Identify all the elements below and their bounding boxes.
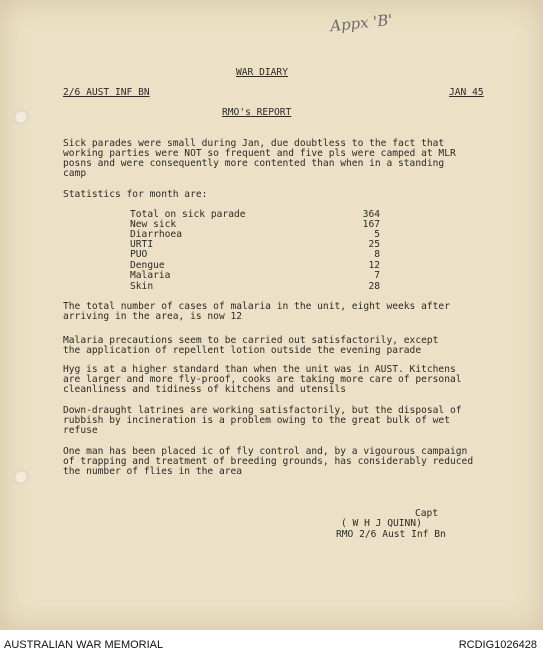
punch-hole [14, 110, 28, 124]
stat-value: 28 [368, 281, 380, 292]
text-line: posns and were consequently more contented than when in a standing [63, 158, 445, 169]
unit-heading: 2/6 AUST INF BN [63, 87, 150, 98]
stat-row [130, 271, 380, 281]
stat-value: 7 [374, 270, 380, 281]
stat-value: 8 [374, 249, 380, 260]
punch-hole [14, 470, 28, 484]
archive-source: AUSTRALIAN WAR MEMORIAL [4, 639, 164, 651]
diary-title: WAR DIARY [236, 67, 288, 78]
archive-reference: RCDIG1026428 [458, 639, 537, 651]
precautions-paragraph [63, 336, 503, 356]
hygiene-paragraph [63, 365, 503, 395]
text-line: Malaria precautions seem to be carried out satisfactorily, except [63, 335, 439, 346]
stat-label: URTI [130, 239, 154, 250]
flies-paragraph [63, 447, 503, 477]
malaria-total-paragraph [63, 302, 503, 322]
stat-label: Dengue [130, 260, 165, 271]
stat-label: Total on sick parade [130, 209, 246, 220]
text-line: cleanliness and tidiness of kitchens and utensils [63, 384, 347, 395]
text-line: refuse [63, 425, 98, 436]
stat-row [130, 250, 380, 260]
stat-label: Malaria [130, 270, 171, 281]
stat-label: Diarrhoea [130, 229, 182, 240]
stat-label: PUO [130, 249, 148, 260]
stat-row [130, 282, 380, 292]
latrines-paragraph [63, 406, 503, 436]
stat-value: 5 [374, 229, 380, 240]
text-line: The total number of cases of malaria in the unit, eight weeks after [63, 301, 450, 312]
stats-intro: Statistics for month are: [63, 189, 208, 200]
stat-value: 25 [368, 239, 380, 250]
stat-row [130, 240, 380, 250]
stat-label: Skin [130, 281, 154, 292]
signature-position: RMO 2/6 Aust Inf Bn [336, 529, 446, 540]
stat-row [130, 230, 380, 240]
text-line: the application of repellent lotion outside the evening parade [63, 345, 422, 356]
intro-paragraph [63, 139, 503, 179]
date-heading: JAN 45 [449, 87, 484, 98]
archive-footer [0, 630, 543, 654]
stat-value: 364 [362, 209, 380, 220]
text-line: Hyg is at a higher standard than when the unit was in AUST. Kitchens [63, 364, 456, 375]
stat-label: New sick [130, 219, 177, 230]
text-line: the number of flies in the area [63, 466, 243, 477]
stat-value: 167 [362, 219, 380, 230]
signature-name: ( W H J QUINN) [341, 518, 422, 529]
handwritten-annotation: Appx 'B' [329, 10, 394, 36]
stat-value: 12 [368, 260, 380, 271]
text-line: arriving in the area, is now 12 [63, 311, 243, 322]
signature-rank: Capt [415, 508, 439, 519]
text-line: Sick parades were small during Jan, due doubtless to the fact that [63, 138, 445, 149]
text-line: of trapping and treatment of breeding grounds, has considerably reduced [63, 456, 474, 467]
text-line: working parties were NOT so frequent and five pls were camped at MLR [63, 148, 456, 159]
text-line: camp [63, 168, 87, 179]
text-line: rubbish by incineration is a problem owing to the great bulk of wet [63, 415, 450, 426]
text-line: Down-draught latrines are working satisfactorily, but the disposal of [63, 405, 462, 416]
report-title: RMO's REPORT [222, 107, 292, 118]
text-line: are larger and more fly-proof, cooks are taking more care of personal [63, 374, 462, 385]
text-line: One man has been placed ic of fly control and, by a vigourous campaign [63, 446, 468, 457]
